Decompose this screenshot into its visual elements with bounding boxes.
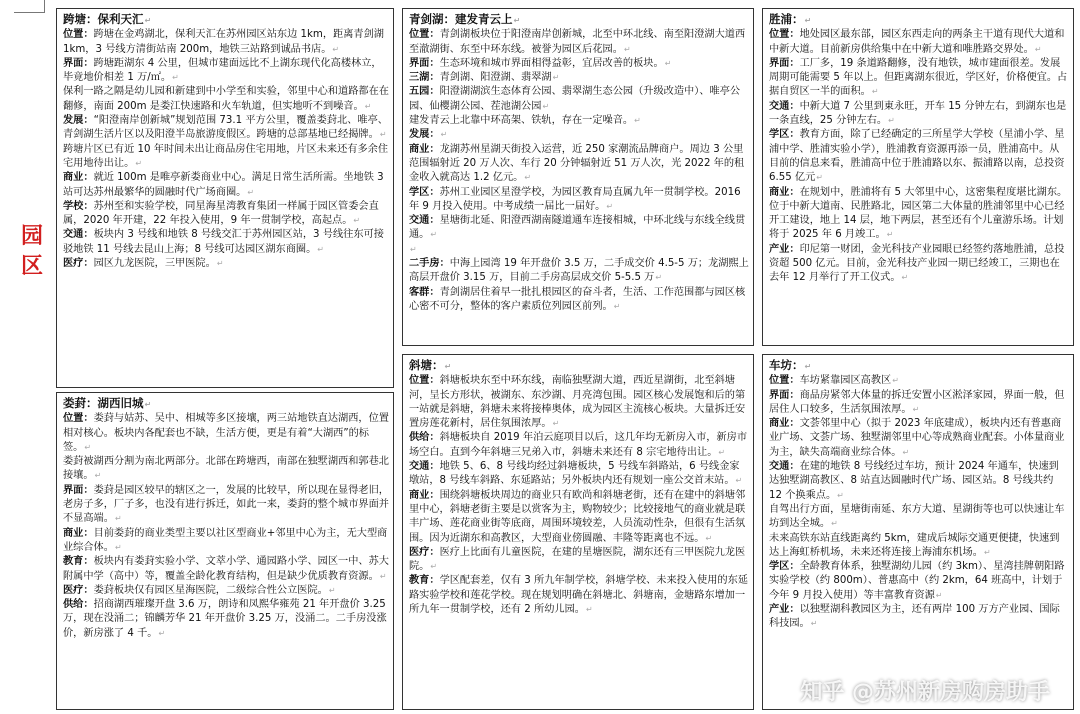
paragraph-key: 客群： xyxy=(409,286,440,298)
paragraph: 界面：生态环境和城市界面相得益彰，宜居改善的板块。↵ xyxy=(409,57,672,69)
paragraph: 位置：娄葑与姑苏、吴中、相城等多区接壤，两三站地铁直达湖西，位置相对核心。板块内各配套也不缺，生活方便，更是有着“大湖西”的标签。↵ xyxy=(63,413,389,453)
paragraph-key: 教育： xyxy=(63,556,94,568)
paragraph-key: 医疗： xyxy=(63,584,94,596)
paragraph: 交通：板块内 3 号线和地铁 8 号线交汇于苏州园区站，3 号线往东可接驳地铁 11 号线去昆山上海；8 号线可达园区湖东商圈。↵ xyxy=(63,229,384,255)
paragraph-key: 交通： xyxy=(409,461,440,473)
header-corner-mark xyxy=(14,0,45,13)
paragraph-key: 供给： xyxy=(409,432,440,444)
paragraph: 发展：“阳澄南岸创新城”规划范围 73.1 平方公里，覆盖娄葑北、唯亭、青剑湖生活片区以及阳澄半岛旅游度假区。跨塘的总部基地已经揭牌。↵ xyxy=(63,115,388,141)
paragraph: 产业：以独墅湖科教园区为主，还有两岸 100 万方产业园、国际科技园。↵ xyxy=(769,604,1060,630)
paragraph: 教育：学区配套差，仅有 3 所九年制学校，斜塘学校、未来投入使用的东延路实验学校和莲花学校。现在规划明确在斜塘北、斜塘南，金塘路东增加一所九年一贯制学校，还有 2 所幼儿园。↵ xyxy=(409,575,748,616)
paragraph: 位置：斜塘板块东至中环东线，南临独墅湖大道，西近星湖街，北至斜塘河，呈长方形状，被湖东、东沙湖、月亮湾包围。园区核心发展饱和后的第一站就是斜塘，斜塘未来将接棒奥体，成为园区主流核心板块。大量拆迁安置房莲花新村，居住氛围浓厚。↵ xyxy=(409,375,746,430)
paragraph: 医疗：娄葑板块仅有园区星海医院，二级综合性公立医院。↵ xyxy=(63,584,336,596)
paragraph: 交通：在建的地铁 8 号线经过车坊，预计 2024 年通车，快速到达独墅湖高教区、8 站直达圆融时代广场、园区站。8 号线共约 12 个换乘点。↵ xyxy=(769,461,1059,501)
paragraph-key: 学校： xyxy=(63,200,94,212)
watermark: 知乎 @苏州新房购房助手 xyxy=(800,680,1050,705)
paragraph: 娄葑被湖西分割为南北两部分。北部在跨塘西，南部在独墅湖西和郭巷北接壤。↵ xyxy=(63,456,389,482)
paragraph: 交通：星塘街北延、阳澄西湖南隧道通车连接相城，中环北线与东线全线贯通。↵ xyxy=(409,215,746,241)
block-qingjianhu xyxy=(402,8,754,346)
paragraph-key: 商业： xyxy=(769,186,800,198)
paragraph: 学校：苏州至和实验学校，同星海星湾教育集团一样属于园区管委会直属，2020 年开建，22 年投入使用，9 年一贯制学校，高起点。↵ xyxy=(63,200,379,227)
paragraph: 商业：在规划中，胜浦将有 5 大邻里中心，这密集程度堪比湖东。位于中新大道南、民胜路北，园区第二大体量的胜浦邻里中心已经开工建设，地上 14 层，地下两层，甚至还有个儿童游乐场。计划将于 2025 年 6 月竣工。↵ xyxy=(769,186,1068,241)
paragraph-key: 产业： xyxy=(769,604,800,616)
paragraph: 医疗：园区九龙医院，三甲医院。↵ xyxy=(63,258,224,270)
block-loufeng xyxy=(56,392,394,710)
block-title: 娄葑：湖西旧城↵ xyxy=(63,396,152,410)
paragraph-key: 界面： xyxy=(409,57,440,69)
paragraph-key: 位置： xyxy=(409,29,440,41)
paragraph: 商业：目前娄葑的商业类型主要以社区型商业+邻里中心为主，无大型商业综合体。↵ xyxy=(63,527,388,553)
paragraph: 学区：全龄教育体系，独墅湖幼儿园（约 3km）、星湾挂牌朝阳路实验学校（约 800m）、普惠高中（约 2km，64 班高中，计划于今年 9 月投入使用）等丰富教育资源↵ xyxy=(769,561,1065,601)
paragraph-key: 界面： xyxy=(63,484,94,496)
paragraph-key: 学区： xyxy=(409,186,440,198)
paragraph-key: 交通： xyxy=(769,100,800,112)
paragraph-key: 位置： xyxy=(409,375,440,387)
paragraph-key: 教育： xyxy=(409,575,440,587)
block-title: 胜浦：↵ xyxy=(769,12,812,26)
paragraph-key: 交通： xyxy=(63,229,94,241)
paragraph-key: 供给： xyxy=(63,599,94,611)
paragraph-key: 学区： xyxy=(769,129,800,141)
block-xietang xyxy=(402,354,754,710)
paragraph: 三湖：青剑湖、阳澄湖、翡翠湖↵ xyxy=(409,72,560,84)
paragraph: 商业：文荟邻里中心（拟于 2023 年底建成），板块内还有普惠商业广场、文荟广场、独墅湖邻里中心等成熟商业配套。小体量商业为主，缺失高端商业综合体。↵ xyxy=(769,418,1065,458)
paragraph-key: 交通： xyxy=(409,215,440,227)
paragraph-key: 交通： xyxy=(769,461,800,473)
paragraph-key: 五园： xyxy=(409,86,440,98)
paragraph-key: 产业： xyxy=(769,243,800,255)
block-title: 车坊：↵ xyxy=(769,358,812,372)
paragraph: 商业：龙湖苏州星湖天街投入运营，近 250 家潮流品牌商户。周边 3 公里范围辐射近 20 万人次、车行 20 分钟辐射近 51 万人次，光 2022 年的租金收入就高达 1.2 亿元。↵ xyxy=(409,143,745,184)
side-label-park: 园区 xyxy=(20,224,43,279)
paragraph-key: 医疗： xyxy=(409,546,440,558)
paragraph: 界面：跨塘距湖东 4 公里，但城市建面远比不上湖东现代化高楼林立，毕竟地价相差 1 万/㎡。↵ xyxy=(63,57,382,84)
paragraph: 位置：青剑湖板块位于阳澄南岸创新城，北至中环北线、南至阳澄湖大道西至澈湖街、东至中环东线。被誉为园区后花园。↵ xyxy=(409,29,746,55)
paragraph: 商业：围绕斜塘板块周边的商业只有欧尚和斜塘老街，还有在建中的斜塘邻里中心，斜塘老街主要是以赏客为主，购物较少；比较接地气的商业就是联丰广场、莲花商业街等底商，周围环境较差，人员流动性杂，但很有生活氛围。因为近湖东和高教区，大型商业傍圆融、丰隆等距离也不远。↵ xyxy=(409,489,746,544)
paragraph-key: 位置： xyxy=(63,29,94,41)
paragraph: ↵ xyxy=(410,244,417,254)
paragraph-key: 学区： xyxy=(769,561,800,573)
paragraph: 教育：板块内有娄葑实验小学、文萃小学、通园路小学、园区一中、苏大附属中学（高中）等，覆盖全龄化教育结构，但是缺少优质教育资源。↵ xyxy=(63,556,389,582)
paragraph-key: 位置： xyxy=(63,413,94,425)
block-title: 青剑湖：建发青云上↵ xyxy=(409,12,521,26)
paragraph: 供给：招商湖西璀璨开盘 3.6 万，朗诗和凤熙华雍苑 21 年开盘价 3.25 万，现在没涌二；锦麟芳华 21 年开盘价 3.25 万，没涌二。二手房没涨价，新房涨了 4 千。↵ xyxy=(63,599,387,639)
paragraph: 产业：印尼第一财团，金光科技产业园眼已经签约落地胜浦，总投资超 500 亿元。目前，金光科技产业园一期已经竣工，三期也在去年 12 月举行了开工仪式。↵ xyxy=(769,243,1065,284)
block-shengpu xyxy=(762,8,1074,346)
paragraph-key: 界面： xyxy=(769,57,800,69)
paragraph: 跨塘片区已有近 10 年时间未出让商品房住宅用地，片区未来还有多余住宅用地待出让。↵ xyxy=(63,143,389,169)
paragraph-key: 医疗： xyxy=(63,258,94,270)
paragraph: 学区：教育方面，除了已经确定的三所星学大学校（星浦小学、星浦中学、胜浦实验小学），胜浦教育资源再添一员，胜浦高中。从目前的信息来看，胜浦高中位于胜浦路以东、振浦路以南，总投资 6.55 亿元↵ xyxy=(769,129,1065,184)
paragraph: 五园：阳澄湖湖滨生态体育公园、翡翠湖生态公园（升级改造中）、唯亭公园、仙樱湖公园、茬池湖公园↵ xyxy=(409,86,741,112)
paragraph-key: 商业： xyxy=(769,418,800,430)
paragraph: 未来高铁东站直线距离约 5km，建成后城际交通更便捷，快速到达上海虹桥机场，未来还将连接上海浦东机场。↵ xyxy=(769,532,1060,558)
paragraph: 自驾出行方面，星塘街南延、东方大道、星湖街等也可以快速让车坊到达全城。↵ xyxy=(769,503,1065,530)
paragraph-key: 商业： xyxy=(409,489,440,501)
paragraph: 交通：地铁 5、6、8 号线均经过斜塘板块，5 号线车斜路站，6 号线金家墩站，8 号线车斜路、东延路站；另外板块内还有规划一座公交首末站。↵ xyxy=(409,461,743,487)
paragraph-key: 二手房： xyxy=(409,258,450,270)
paragraph-key: 界面： xyxy=(63,57,94,69)
paragraph-key: 发展： xyxy=(409,129,440,141)
paragraph: 保利一路之隔是幼儿园和新建到中小学至和实验，邻里中心和道路都在在翻修，南面 200m 是娄江快速路和火车轨道，但实地听不到噪音。↵ xyxy=(63,86,389,112)
paragraph-key: 商业： xyxy=(63,172,94,184)
paragraph: 供给：斜塘板块自 2019 年泊云庭项目以后，这几年均无新房入市，新房市场空白。直到今年斜塘三兄弟入市，斜塘未来还有 8 宗宅地待出让。↵ xyxy=(409,432,748,458)
paragraph-key: 三湖： xyxy=(409,72,440,84)
paragraph-key: 界面： xyxy=(769,389,800,401)
paragraph: 位置：地处园区最东部，园区东西走向的两条主干道有现代大道和中新大道。目前新房供给集中在中新大道和唯胜路交界处。↵ xyxy=(769,29,1065,55)
paragraph: 位置：跨塘在金鸡湖北，保利天汇在苏州园区站东边 1km，距离青剑湖 1km，3 号线方清街站南 200m，地铁三站路到诚品书店。↵ xyxy=(63,29,384,55)
paragraph: 客群：青剑湖居住着早一批扎根园区的奋斗者，生活、工作范围都与园区核心密不可分，整体的客户素质位列园区前列。↵ xyxy=(409,286,746,312)
paragraph: 商业：就近 100m 是唯亭新娄商业中心。满足日常生活所需。坐地铁 3 站可达苏州最繁华的圆融时代广场商圈。↵ xyxy=(63,172,384,198)
paragraph: 界面：娄葑是园区较早的辖区之一，发展的比较早，所以现在显得老旧，老房子多，厂子多，也没有进行拆迁，如此一来，娄葑的整个城市界面并不显高端。↵ xyxy=(63,484,389,525)
paragraph: 二手房：中海上园湾 19 年开盘价 3.5 万，二手成交价 4.5-5 万；龙湖熙上高层开盘价 3.15 万，目前二手房高层成交价 5-5.5 万↵ xyxy=(409,258,749,284)
paragraph: 学区：苏州工业园区星澄学校，为园区教育局直属九年一贯制学校。2016 年 9 月投入使用。中考成绩一届比一届好。↵ xyxy=(409,186,741,212)
paragraph: 建发青云上北靠中环高架、铁轨，存在一定噪音。↵ xyxy=(409,115,641,127)
block-title: 斜塘：↵ xyxy=(409,358,452,372)
paragraph: 位置：车坊紧靠园区高教区↵ xyxy=(769,375,899,387)
paragraph: 交通：中新大道 7 公里到東永旺，开车 15 分钟左右，到湖东也是一条直线，25 分钟左右。↵ xyxy=(769,100,1067,127)
paragraph: 医疗：医疗上比面有儿童医院，在建的星塘医院，湖东还有三甲医院九龙医院。↵ xyxy=(409,546,746,573)
paragraph: 发展：↵ xyxy=(409,129,448,141)
block-chefang xyxy=(762,354,1074,710)
block-title: 跨塘：保利天汇↵ xyxy=(63,12,152,26)
paragraph-key: 商业： xyxy=(409,143,440,155)
block-kuatang xyxy=(56,8,394,388)
paragraph: 界面：工厂多，19 条道路翻修，没有地铁，城市建面很差。发展周期可能需要 5 年以上。但距离湖东很近，学区好，价格便宜。占据自贸区一半的面积。↵ xyxy=(769,57,1068,98)
paragraph-key: 发展： xyxy=(63,115,94,127)
paragraph-key: 位置： xyxy=(769,375,800,387)
paragraph-key: 位置： xyxy=(769,29,800,41)
paragraph-key: 商业： xyxy=(63,527,94,539)
paragraph: 界面：商品房紧邻大体量的拆迁安置小区淞泽家园，界面一般，但居住人口较多，生活氛围浓厚。↵ xyxy=(769,389,1065,415)
